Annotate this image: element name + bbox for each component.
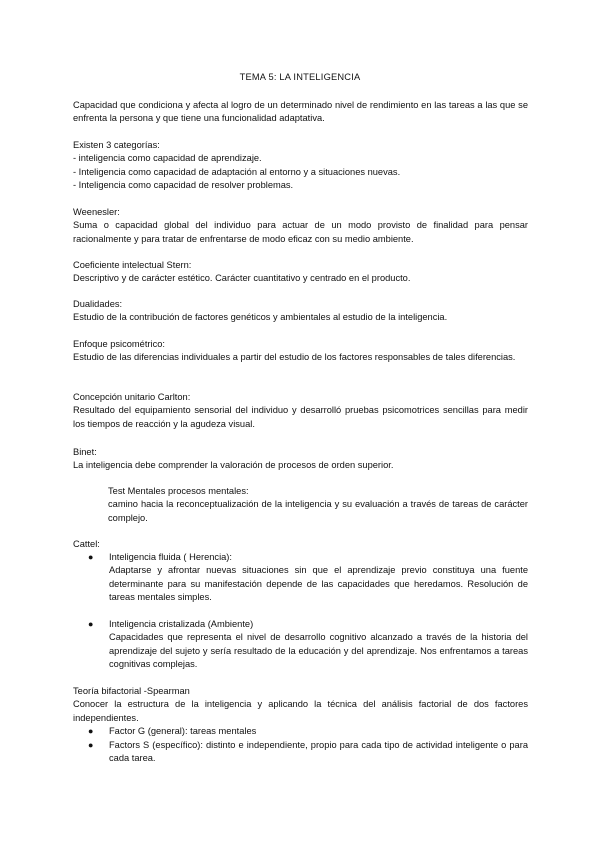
spearman-item-g <box>88 725 528 738</box>
psicometrico-label: Enfoque psicométrico: <box>73 339 165 349</box>
categories-section <box>73 139 528 193</box>
cattel-item-text: Adaptarse y afrontar nuevas situaciones sin que el aprendizaje previo constituya una fuente determinante para su manifestación depende de las capacidades que heredamos. Resolución de tareas mentales simples. <box>109 565 528 603</box>
binet-subsection <box>108 485 528 525</box>
weenesler-text: Suma o capacidad global del individuo para actuar de un modo provisto de finalidad para pensar racionalmente y para tratar de enfrentarse de modo eficaz con su medio ambiente. <box>73 220 528 244</box>
bullet-icon: ● <box>88 726 94 736</box>
stern-label: Coeficiente intelectual Stern: <box>73 260 192 270</box>
carlton-section <box>73 391 528 431</box>
spearman-item-s <box>88 739 528 766</box>
cattel-label: Cattel: <box>73 539 100 549</box>
weenesler-label: Weenesler: <box>73 207 120 217</box>
intro-paragraph: Capacidad que condiciona y afecta al logro de un determinado nivel de rendimiento en las tareas a las que se enfrenta la persona y que tiene una funcionalidad adaptativa. <box>73 100 528 124</box>
cattel-item-label: Inteligencia cristalizada (Ambiente) <box>109 619 254 629</box>
binet-section <box>73 446 528 473</box>
bullet-icon: ● <box>88 619 94 629</box>
psicometrico-section <box>73 338 528 365</box>
category-item: - Inteligencia como capacidad de adaptación al entorno y a situaciones nuevas. <box>73 166 401 177</box>
carlton-label: Concepción unitario Carlton: <box>73 392 191 402</box>
dualidades-text: Estudio de la contribución de factores genéticos y ambientales al estudio de la inteligencia. <box>73 312 448 323</box>
spearman-section <box>73 685 528 725</box>
dualidades-section <box>73 298 528 325</box>
binet-sub-label: Test Mentales procesos mentales: <box>108 486 249 496</box>
cattel-item-label: Inteligencia fluida ( Herencia): <box>109 552 232 562</box>
cattel-item-cristalizada <box>88 618 528 672</box>
psicometrico-text: Estudio de las diferencias individuales a partir del estudio de los factores responsables de tales diferencias. <box>73 352 516 363</box>
binet-label: Binet: <box>73 447 97 457</box>
spearman-item-text: Factor G (general): tareas mentales <box>109 726 257 736</box>
carlton-text: Resultado del equipamiento sensorial del individuo y desarrolló pruebas psicomotrices sencillas para medir los tiempos de reacción y la agudeza visual. <box>73 405 528 429</box>
cattel-item-fluida <box>88 551 528 605</box>
category-item: - inteligencia como capacidad de aprendizaje. <box>73 153 262 164</box>
binet-sub-text: camino hacia la reconceptualización de la inteligencia y su evaluación a través de tareas de carácter complejo. <box>108 499 528 523</box>
dualidades-label: Dualidades: <box>73 299 123 309</box>
binet-text: La inteligencia debe comprender la valoración de procesos de orden superior. <box>73 460 394 471</box>
weenesler-section <box>73 206 528 246</box>
page-title: TEMA 5: LA INTELIGENCIA <box>239 72 361 82</box>
spearman-label: Teoría bifactorial -Spearman <box>73 686 190 696</box>
bullet-icon: ● <box>88 740 94 750</box>
categories-heading: Existen 3 categorías: <box>73 140 160 150</box>
bullet-icon: ● <box>88 552 94 562</box>
cattel-item-text: Capacidades que representa el nivel de desarrollo cognitivo alcanzado a través de la historia del aprendizaje del sujeto y sería resultado de la educación y del aprendizaje. Nos enfrentamos a tareas cognitivas complejas. <box>109 632 528 670</box>
spearman-text: Conocer la estructura de la inteligencia y aplicando la técnica del análisis factorial de dos factores independientes. <box>73 699 528 723</box>
spearman-item-text: Factors S (específico): distinto e independiente, propio para cada tipo de actividad inteligente o para cada tarea. <box>109 740 528 764</box>
stern-text: Descriptivo y de carácter estético. Carácter cuantitativo y centrado en el producto. <box>73 273 411 284</box>
category-item: - Inteligencia como capacidad de resolver problemas. <box>73 180 294 191</box>
stern-section <box>73 259 528 286</box>
